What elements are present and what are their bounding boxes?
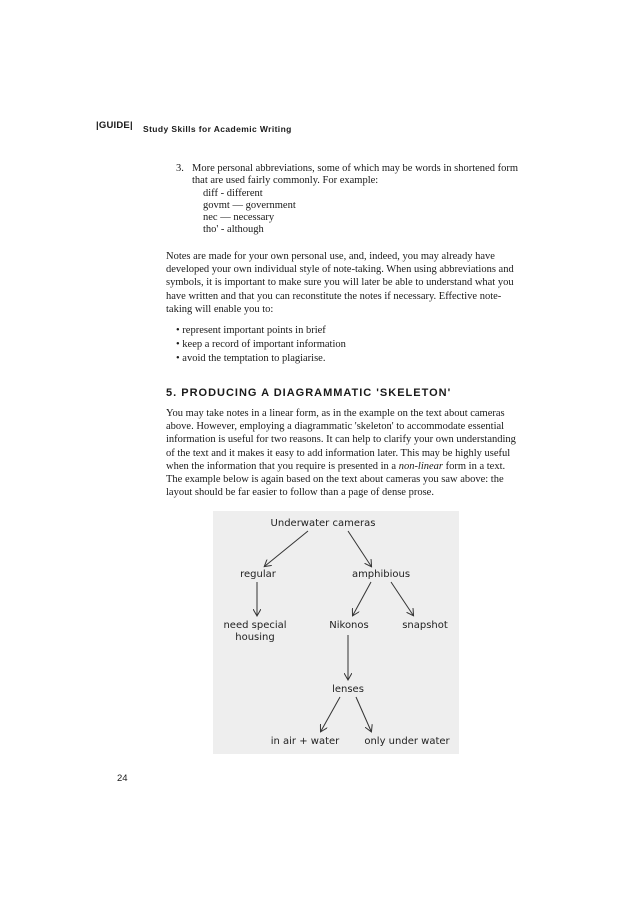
paragraph-line: developed your own individual style of note-taking. When using abbreviations and bbox=[166, 264, 514, 276]
section-paragraph bbox=[166, 407, 549, 499]
node-only-under-water: only under water bbox=[364, 736, 450, 747]
skeleton-diagram bbox=[213, 511, 459, 754]
line-text: when the information that you require is presented in a bbox=[166, 460, 399, 472]
paragraph-line: symbols, it is important to make sure you will later be able to understand what you bbox=[166, 277, 514, 289]
bullet-list bbox=[176, 324, 346, 366]
arrow bbox=[348, 531, 371, 566]
page-number: 24 bbox=[117, 773, 128, 784]
paragraph-line: have written and that you can reconstitute the notes if necessary. Effective note- bbox=[166, 290, 502, 302]
node-housing: housing bbox=[235, 632, 275, 643]
item-number: 3. bbox=[176, 163, 184, 174]
section-heading: 5. PRODUCING A DIAGRAMMATIC 'SKELETON' bbox=[166, 387, 452, 399]
item-line-1: More personal abbreviations, some of which may be words in shortened form bbox=[192, 163, 519, 174]
arrow bbox=[321, 697, 340, 731]
abbreviation-govmt: govmt — government bbox=[203, 200, 296, 211]
paragraph-line: taking will enable you to: bbox=[166, 303, 274, 315]
node-underwater-cameras: Underwater cameras bbox=[270, 518, 376, 529]
paragraph-line: layout should be far easier to follow than a page of dense prose. bbox=[166, 487, 434, 499]
paragraph-line: information is useful for two reasons. It can help to clarify your own understanding bbox=[166, 434, 516, 446]
diagram-svg bbox=[213, 511, 459, 754]
arrow bbox=[391, 582, 413, 615]
node-lenses: lenses bbox=[332, 684, 364, 695]
book-title: Study Skills for Academic Writing bbox=[143, 124, 292, 134]
node-snapshot: snapshot bbox=[402, 620, 448, 631]
paragraph-line bbox=[166, 460, 549, 473]
bullet-item: • avoid the temptation to plagiarise. bbox=[176, 353, 326, 364]
abbreviation-tho: tho' - although bbox=[203, 224, 264, 235]
paragraph-line: of the text and it makes it easy to add information later. This may be highly useful bbox=[166, 447, 511, 459]
arrow bbox=[356, 697, 371, 731]
bullet-item: • keep a record of important information bbox=[176, 339, 346, 350]
paragraph-line: The example below is again based on the text about cameras you saw above: the bbox=[166, 474, 504, 486]
arrow bbox=[265, 531, 308, 566]
paragraph-line: Notes are made for your own personal use, and, indeed, you may already have bbox=[166, 251, 495, 262]
notes-paragraph bbox=[166, 250, 549, 316]
emphasis-text: non-linear bbox=[398, 460, 444, 472]
arrow bbox=[353, 582, 371, 615]
node-need-special: need special bbox=[223, 620, 287, 631]
bullet-item: • represent important points in brief bbox=[176, 325, 326, 336]
line-text: form in a text. bbox=[443, 460, 506, 472]
item-line-2: that are used fairly commonly. For example: bbox=[192, 175, 379, 186]
abbreviation-nec: nec — necessary bbox=[203, 212, 275, 223]
paragraph-line: above. However, employing a diagrammatic 'skeleton' to accommodate essential bbox=[166, 421, 505, 433]
abbreviation-diff: diff - different bbox=[203, 188, 263, 199]
paragraph-line: You may take notes in a linear form, as in the example on the text about cameras bbox=[166, 408, 505, 419]
numbered-item-3 bbox=[176, 163, 556, 187]
node-nikonos: Nikonos bbox=[329, 620, 369, 631]
node-amphibious: amphibious bbox=[351, 569, 411, 580]
node-regular: regular bbox=[240, 569, 276, 580]
node-in-air-water: in air + water bbox=[270, 736, 340, 747]
guide-label: |GUIDE| bbox=[96, 120, 133, 131]
